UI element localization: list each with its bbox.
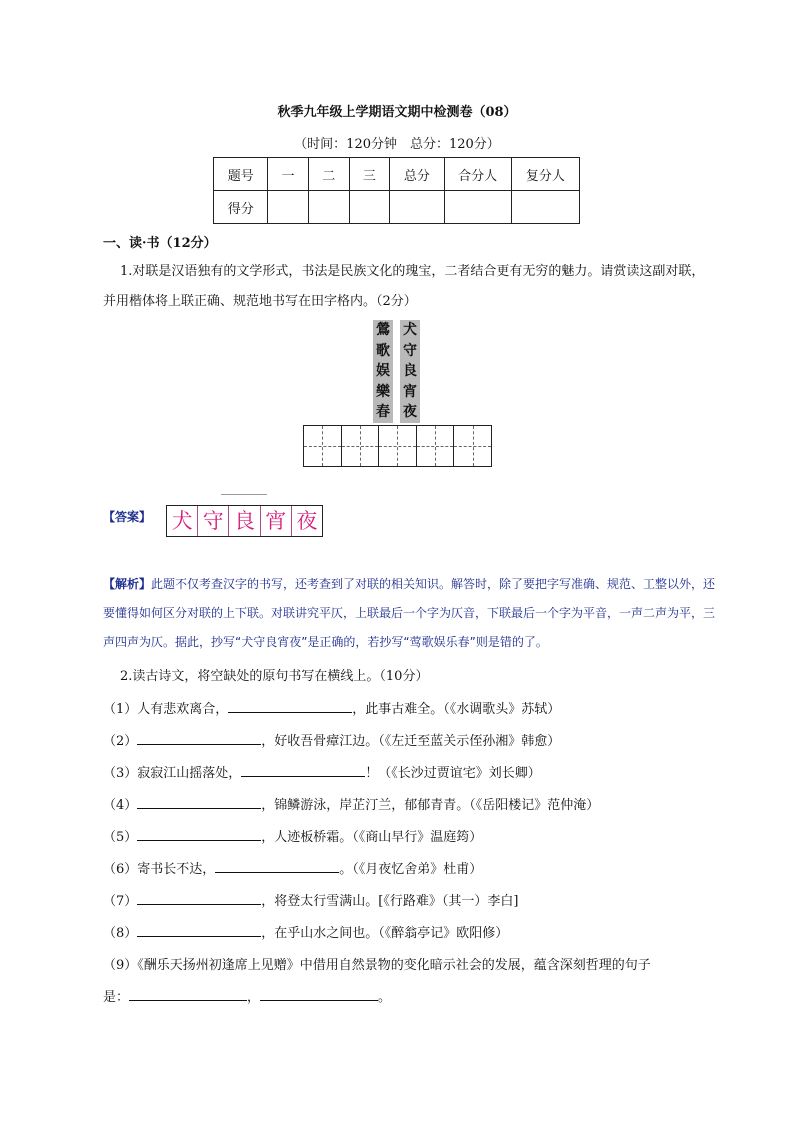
- table-cell: 合分人: [444, 158, 511, 191]
- item-prefix: 是：: [103, 990, 130, 1005]
- score-input-cell[interactable]: [390, 191, 444, 224]
- tianzi-cell[interactable]: [342, 426, 380, 466]
- table-cell: 总分: [390, 158, 444, 191]
- item-after: ，在乎山水之间也。（《醉翁亭记》欧阳修）: [261, 926, 509, 941]
- table-cell: 三: [349, 158, 390, 191]
- item-number: （1）: [103, 702, 138, 717]
- answer-blank[interactable]: [137, 891, 261, 905]
- list-item-9-line-2: [103, 986, 391, 1005]
- table-row: [214, 191, 580, 224]
- list-item: [103, 730, 560, 749]
- answer-blank[interactable]: [215, 859, 339, 873]
- answer-char: 犬: [167, 506, 198, 536]
- exam-time-score: （时间：120分钟 总分：120分）: [294, 137, 500, 152]
- item-after: ！（《长沙过贾谊宅》刘长卿）: [365, 766, 541, 781]
- answer-char: 守: [198, 506, 229, 536]
- item-after: ，好收吾骨瘴江边。（《左迁至蓝关示侄孙湘》韩愈）: [261, 734, 561, 749]
- item-number: （7）: [103, 894, 138, 909]
- table-cell: 题号: [214, 158, 268, 191]
- item-before: 寂寂江山摇落处，: [137, 766, 242, 781]
- item-number: （5）: [103, 830, 138, 845]
- answer-blank[interactable]: [137, 923, 261, 937]
- table-cell: 一: [268, 158, 309, 191]
- tianzi-grid: [303, 425, 492, 467]
- tianzi-cell[interactable]: [454, 426, 491, 466]
- item-sep: ，: [247, 990, 261, 1005]
- couplet-char: 犬: [403, 322, 417, 338]
- score-input-cell[interactable]: [349, 191, 390, 224]
- tianzi-cell[interactable]: [417, 426, 455, 466]
- table-cell: 二: [308, 158, 349, 191]
- item-number: （4）: [103, 798, 138, 813]
- page-title: 秋季九年级上学期语文期中检测卷（08）: [277, 105, 517, 120]
- item-number: （6）: [103, 862, 138, 877]
- list-item: [103, 698, 560, 717]
- tianzi-cell[interactable]: [304, 426, 342, 466]
- couplet-char: 良: [403, 363, 417, 379]
- list-item: [103, 762, 541, 781]
- item-number: （8）: [103, 926, 138, 941]
- item-after: ，人迹板桥霜。（《商山早行》温庭筠）: [261, 830, 483, 845]
- analysis-text: 此题不仅考查汉字的书写，还考查到了对联的相关知识。解答时，除了要把字写准确、规范、工整以外，还要懂得如何区分对联的上下联。对联讲究平仄，上联最后一个字为仄音，下联最后一个字为平音，一声二声为平，三声四声为仄。据此，抄写“犬守良宵夜”是正确的，若抄写“莺歌娱乐春”则是错的了。: [103, 577, 716, 649]
- section-heading: 一、读·书（12分）: [103, 236, 217, 251]
- question-1-line-2: 并用楷体将上联正确、规范地书写在田字格内。（2分）: [103, 294, 417, 309]
- item-number: （3）: [103, 766, 138, 781]
- question-2-stem: 2.读古诗文，将空缺处的原句书写在横线上。（10分）: [120, 669, 429, 684]
- answer-char: 宵: [261, 506, 292, 536]
- answer-blank[interactable]: [137, 795, 261, 809]
- item-number: （2）: [103, 734, 138, 749]
- list-item: [103, 922, 508, 941]
- score-table: [213, 157, 580, 224]
- item-after: 。（《月夜忆舍弟》杜甫）: [339, 862, 483, 877]
- list-item: [103, 826, 482, 845]
- table-cell: 复分人: [511, 158, 579, 191]
- answer-grid: [166, 505, 323, 537]
- list-item: [103, 794, 599, 813]
- tianzi-cell[interactable]: [379, 426, 417, 466]
- answer-label: 【答案】: [103, 510, 152, 524]
- couplet-char: 守: [403, 342, 417, 359]
- table-cell: 得分: [214, 191, 268, 224]
- list-item-9-line-1: （9）《酬乐天扬州初逢席上见赠》中借用自然景物的变化暗示社会的发展，蕴含深刻哲理的句子: [103, 958, 651, 973]
- answer-blank[interactable]: [241, 763, 365, 777]
- answer-blank[interactable]: [260, 987, 378, 1001]
- list-item: [103, 858, 482, 877]
- question-1-line-1: 1.对联是汉语独有的文学形式，书法是民族文化的瑰宝，二者结合更有无穷的魅力。请赏读这副对联，: [120, 264, 705, 279]
- couplet-right-column: [400, 320, 420, 423]
- score-input-cell[interactable]: [268, 191, 309, 224]
- answer-decoration: [221, 494, 267, 495]
- item-after: ，将登太行雪满山。[《行路难》（其一）李白]: [261, 894, 519, 909]
- score-input-cell[interactable]: [511, 191, 579, 224]
- analysis-block: [103, 570, 723, 657]
- couplet-char: 娱: [376, 363, 390, 379]
- answer-blank[interactable]: [137, 731, 261, 745]
- couplet-char: 夜: [403, 404, 417, 420]
- item-before: 人有悲欢离合，: [137, 702, 229, 717]
- item-end: 。: [378, 990, 392, 1005]
- couplet-char: 春: [376, 404, 390, 420]
- answer-blank[interactable]: [129, 987, 247, 1001]
- answer-blank[interactable]: [137, 827, 261, 841]
- couplet-left-column: [373, 320, 393, 423]
- answer-blank[interactable]: [228, 699, 352, 713]
- couplet-char: 宵: [403, 383, 417, 400]
- score-input-cell[interactable]: [308, 191, 349, 224]
- couplet-char: 歌: [376, 342, 390, 359]
- answer-char: 良: [229, 506, 260, 536]
- item-before: 寄书长不达，: [137, 862, 216, 877]
- list-item: [103, 890, 518, 909]
- score-input-cell[interactable]: [444, 191, 511, 224]
- couplet-char: 鶯: [376, 322, 390, 338]
- table-row: [214, 158, 580, 191]
- item-after: ，此事古难全。（《水调歌头》苏轼）: [352, 702, 561, 717]
- analysis-label: 【解析】: [103, 577, 152, 591]
- answer-char: 夜: [296, 509, 318, 533]
- item-after: ，锦鳞游泳，岸芷汀兰，郁郁青青。（《岳阳楼记》范仲淹）: [261, 798, 600, 813]
- couplet-char: 樂: [376, 383, 390, 400]
